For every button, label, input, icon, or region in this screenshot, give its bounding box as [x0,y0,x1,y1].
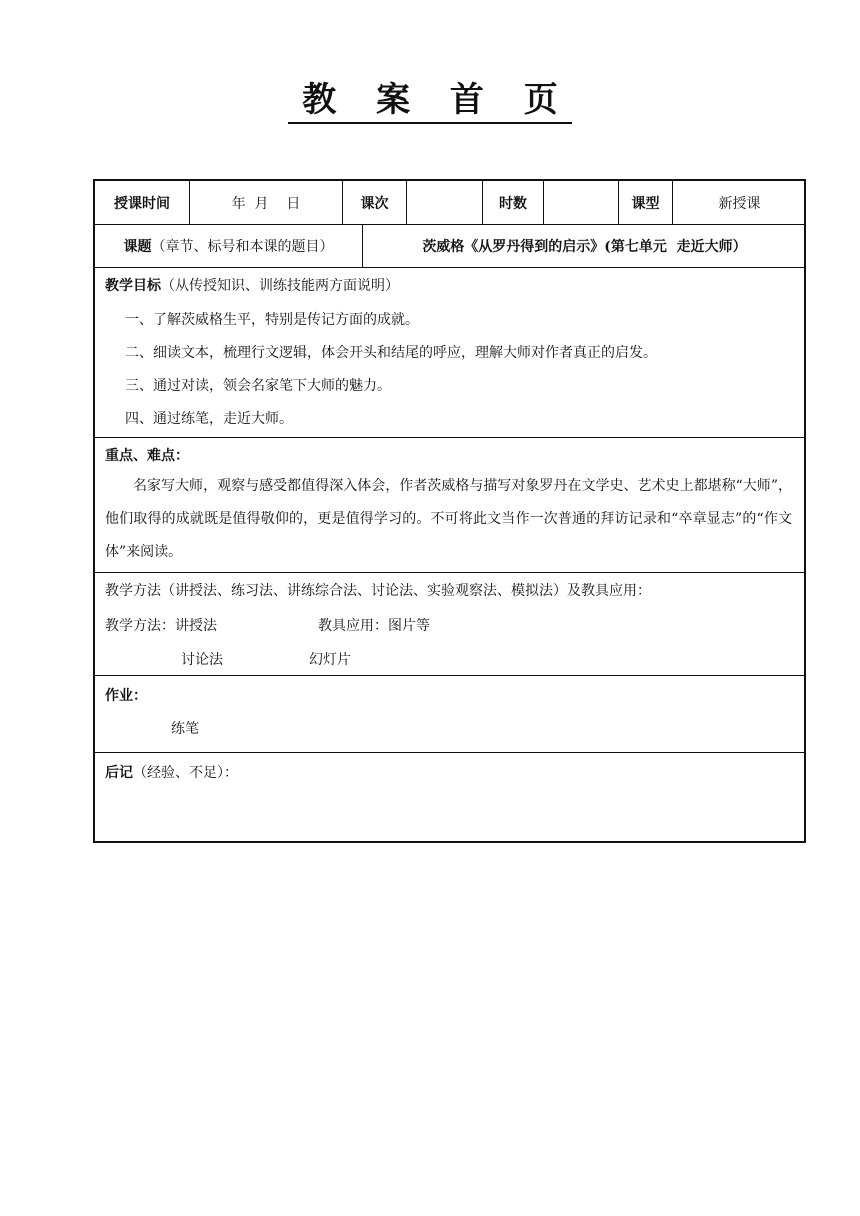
date-field: 年 月 日 [190,181,343,224]
afterword-label [105,762,238,782]
afterword-label-note: （经验、不足）： [133,765,238,781]
objectives-label-note: （从传授知识、训练技能两方面说明） [161,278,399,294]
topic-value: 茨威格《从罗丹得到的启示》(第七单元 走近大师） [422,239,747,255]
objective-item: 四、通过练笔，走近大师。 [125,411,293,427]
topic-label-note: （章节、标号和本课的题目） [151,239,334,255]
objectives-section [95,268,804,438]
time-label: 授课时间 [95,181,190,224]
objective-item: 二、细读文本，梳理行文逻辑，体会开头和结尾的呼应，理解大师对作者真正的启发。 [125,345,657,361]
homework-section [95,676,804,753]
hours-field [544,181,619,224]
homework-label: 作业： [105,688,147,704]
method-item: 讨论法 [181,652,223,668]
objectives-label-bold: 教学目标 [105,278,161,294]
afterword-label-bold: 后记 [105,765,133,781]
method-item: 教学方法：讲授法 [105,618,217,634]
homework-value: 练笔 [171,721,199,737]
objective-item: 一、了解茨威格生平，特别是传记方面的成就。 [125,312,419,328]
key-points-label: 重点、难点： [105,448,189,464]
key-points-section [95,438,804,573]
hours-label: 时数 [483,181,544,224]
type-field: 新授课 [718,195,761,212]
topic-label-bold: 课题 [123,239,152,255]
methods-label: 教学方法（讲授法、练习法、讲练综合法、讨论法、实验观察法、模拟法）及教具应用： [105,583,651,599]
objective-item: 三、通过对读，领会名家笔下大师的魅力。 [125,378,391,394]
lesson-plan-table [93,179,806,843]
objectives-label [105,275,399,295]
lesson-no-field [407,181,483,224]
header-row [95,181,804,225]
aid-item: 教具应用：图片等 [318,618,430,634]
key-points-text: 名家写大师，观察与感受都值得深入体会，作者茨威格与描写对象罗丹在文学史、艺术史上都堪称“大师”，他们取得的成就既是值得敬仰的，更是值得学习的。不可将此文当作一次普通的拜访记录和“卒章显志”的“作文体”来阅读。 [105,478,792,560]
afterword-section [95,753,804,841]
page-title: 教 案 首 页 [0,72,860,121]
type-label: 课型 [619,181,673,224]
topic-label [95,225,363,267]
topic-row [95,225,804,268]
methods-section [95,573,804,676]
lesson-no-label: 课次 [343,181,407,224]
aid-item: 幻灯片 [309,652,351,668]
